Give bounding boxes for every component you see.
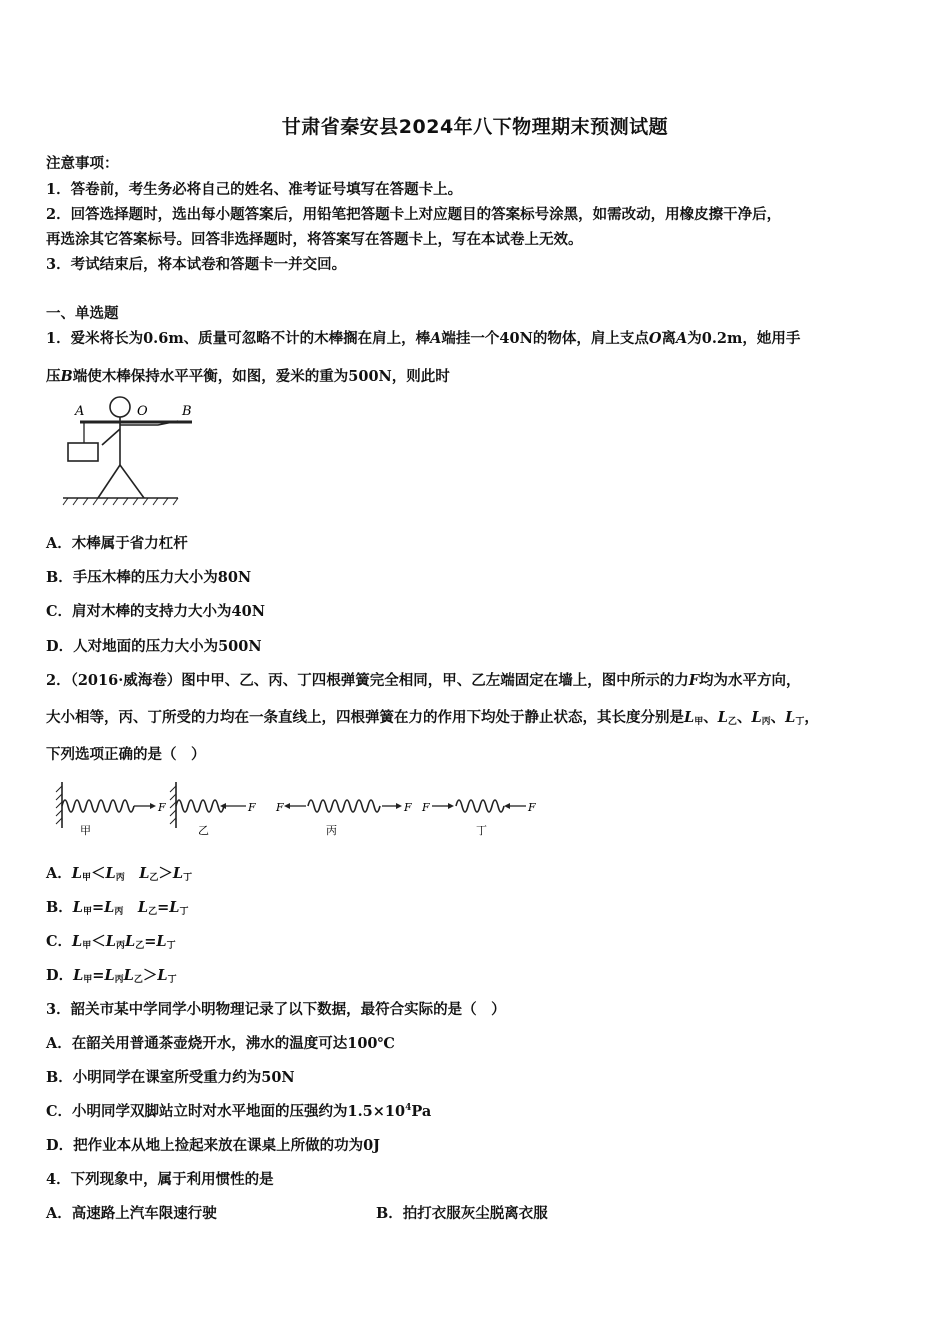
length-symbol: L	[72, 899, 83, 916]
page-title: 甘肃省秦安县2024年八下物理期末预测试题	[281, 116, 669, 138]
length-symbol: L	[71, 865, 82, 882]
subscript: 乙	[148, 907, 158, 917]
q2-text: 均为水平方向，	[699, 672, 801, 689]
q3-option-d: D．把作业本从地上捡起来放在课桌上所做的功为0J	[46, 1137, 381, 1154]
q4-option-b: B．拍打衣服灰尘脱离衣服	[376, 1205, 548, 1222]
q1-text: 压	[46, 368, 61, 385]
force-label: F	[276, 801, 284, 814]
q3-option-a: A．在韶关用普通茶壶烧开水，沸水的温度可达100℃	[46, 1035, 395, 1052]
q1-option-c: C．肩对木棒的支持力大小为40N	[46, 603, 265, 620]
relation-symbol: =	[91, 899, 105, 916]
q1-point-a: A	[430, 330, 442, 347]
notice-item: 1．答卷前，考生务必将自己的姓名、准考证号填写在答题卡上。	[46, 181, 463, 198]
length-symbol: L	[157, 967, 168, 984]
option-prefix: D．	[46, 967, 74, 984]
exponent: 4	[405, 1103, 412, 1114]
spring-label-ding: 丁	[476, 824, 487, 837]
arrow-head	[504, 803, 510, 809]
person-arm	[102, 429, 120, 445]
q1-point-o: O	[648, 330, 662, 347]
fig-label-b: B	[182, 404, 192, 419]
spring	[62, 800, 134, 812]
spring-label-yi: 乙	[198, 824, 209, 837]
subscript: 丁	[166, 941, 176, 951]
q2-text: 2．（2016·威海卷）图中甲、乙、丙、丁四根弹簧完全相同，甲、乙左端固定在墙上，图中所示的力	[46, 672, 689, 689]
subscript: 甲	[81, 873, 91, 883]
length-symbol: L	[105, 865, 116, 882]
separator: 、	[703, 709, 718, 726]
q1-text: 为0.2m，她用手	[687, 330, 801, 347]
subscript: 乙	[149, 873, 159, 883]
force-label: F	[158, 801, 166, 814]
length-symbol: L	[172, 865, 184, 882]
subscript: 丁	[167, 975, 177, 985]
option-prefix: A．	[46, 865, 72, 882]
q2-stem-line3: 下列选项正确的是（ ）	[46, 746, 206, 763]
length-symbol: L	[169, 899, 180, 916]
q2-force-symbol: F	[688, 672, 700, 689]
subscript: 丙	[115, 873, 125, 883]
length-symbol: L	[105, 933, 116, 950]
relation-symbol: =	[144, 933, 157, 950]
unit: Pa	[411, 1103, 432, 1120]
arrow-head	[150, 803, 156, 809]
person-leg	[98, 465, 120, 498]
subscript: 丁	[183, 873, 193, 883]
arrow-head	[284, 803, 290, 809]
arrow-head	[448, 803, 454, 809]
subscript: 甲	[694, 717, 704, 727]
length-symbol: L	[139, 865, 150, 882]
spacer	[125, 865, 140, 882]
q2-option-a	[46, 862, 192, 883]
subscript: 丁	[795, 717, 805, 727]
spring	[308, 800, 380, 812]
q1-stem-line2	[46, 365, 450, 386]
spring-label-jia: 甲	[80, 824, 91, 837]
q2-stem-line1	[46, 669, 801, 690]
length-symbol: L	[156, 933, 167, 950]
q2-option-b	[46, 896, 188, 917]
force-label: F	[422, 801, 430, 814]
subscript: 乙	[135, 941, 145, 951]
q1-text: 端挂一个40N的物体，肩上支点	[441, 330, 649, 347]
q3-option-c	[46, 1100, 431, 1121]
q1-lever-figure	[58, 395, 208, 510]
wall-hatching	[56, 786, 62, 824]
relation-symbol: ＜	[91, 933, 106, 950]
hanging-object	[68, 443, 98, 461]
force-label: F	[404, 801, 412, 814]
q2-option-c	[46, 930, 176, 951]
separator: 、	[736, 709, 752, 726]
ground-hatching	[63, 498, 178, 505]
q2-springs-figure	[50, 778, 550, 840]
q1-text: 1．爱米将长为0.6m、质量可忽略不计的木棒搁在肩上，棒	[46, 330, 431, 347]
subscript: 甲	[82, 941, 92, 951]
q1-option-d: D．人对地面的压力大小为500N	[46, 638, 262, 655]
notice-item: 2．回答选择题时，选出每小题答案后，用铅笔把答题卡上对应题目的答案标号涂黑，如需改动，用橡皮擦干净后，	[46, 206, 782, 223]
length-symbol: L	[684, 709, 695, 726]
force-label: F	[528, 801, 536, 814]
option-prefix: C．	[46, 933, 73, 950]
length-symbol: L	[717, 709, 728, 726]
subscript: 丙	[114, 907, 124, 917]
subscript: 甲	[82, 907, 92, 917]
q3-stem: 3．韶关市某中学同学小明物理记录了以下数据，最符合实际的是（ ）	[46, 1001, 506, 1018]
subscript: 甲	[83, 975, 93, 985]
length-symbol: L	[104, 899, 115, 916]
subscript: 丁	[179, 907, 189, 917]
option-prefix: B．	[46, 899, 73, 916]
q4-stem: 4．下列现象中，属于利用惯性的是	[46, 1171, 274, 1188]
spring	[456, 800, 504, 812]
notice-item: 3．考试结束后，将本试卷和答题卡一并交回。	[46, 256, 347, 273]
relation-symbol: =	[157, 899, 170, 916]
q1-text: 端使木棒保持水平平衡，如图，爱米的重为500N，则此时	[72, 368, 450, 385]
relation-symbol: ＜	[90, 865, 106, 882]
length-symbol: L	[751, 709, 762, 726]
notice-heading: 注意事项：	[46, 155, 119, 172]
section-heading: 一、单选题	[46, 305, 119, 322]
notice-item: 再选涂其它答案标号。回答非选择题时，将答案写在答题卡上，写在本试卷上无效。	[46, 231, 583, 248]
q1-option-a: A．木棒属于省力杠杆	[46, 535, 188, 552]
relation-symbol: ＞	[142, 967, 158, 984]
length-symbol: L	[72, 933, 83, 950]
q1-point-a: A	[676, 330, 688, 347]
spacer	[123, 899, 138, 916]
q1-stem-line1	[46, 327, 800, 348]
q3-option-c-text: C．小明同学双脚站立时对水平地面的压强约为1.5×10	[46, 1103, 406, 1120]
q2-stem-line2	[46, 706, 819, 727]
subscript: 丙	[761, 717, 771, 727]
separator: ，	[804, 709, 819, 726]
q4-option-a: A．高速路上汽车限速行驶	[46, 1205, 217, 1222]
arrow-head	[396, 803, 402, 809]
spring-label-bing: 丙	[326, 824, 337, 837]
subscript: 丙	[115, 941, 125, 951]
q2-text: 大小相等，丙、丁所受的力均在一条直线上，四根弹簧在力的作用下均处于静止状态，其长度分别是	[46, 709, 684, 726]
subscript: 丙	[114, 975, 124, 985]
length-symbol: L	[124, 933, 136, 950]
separator: 、	[770, 709, 786, 726]
force-label: F	[248, 801, 256, 814]
length-symbol: L	[785, 709, 796, 726]
q3-option-b: B．小明同学在课室所受重力约为50N	[46, 1069, 295, 1086]
relation-symbol: ＞	[158, 865, 173, 882]
length-symbol: L	[123, 967, 134, 984]
length-symbol: L	[137, 899, 149, 916]
spring	[176, 800, 224, 812]
q1-point-b: B	[60, 368, 73, 385]
q2-option-d	[46, 964, 177, 985]
person-head	[110, 397, 130, 417]
wall-hatching	[170, 786, 176, 824]
relation-symbol: =	[92, 967, 105, 984]
fig-label-o: O	[137, 404, 148, 419]
length-symbol: L	[73, 967, 84, 984]
subscript: 乙	[133, 975, 143, 985]
length-symbol: L	[104, 967, 115, 984]
subscript: 乙	[727, 717, 737, 727]
q1-text: 离	[661, 330, 676, 347]
q1-option-b: B．手压木棒的压力大小为80N	[46, 569, 252, 586]
person-leg	[120, 465, 144, 498]
fig-label-a: A	[75, 404, 85, 419]
